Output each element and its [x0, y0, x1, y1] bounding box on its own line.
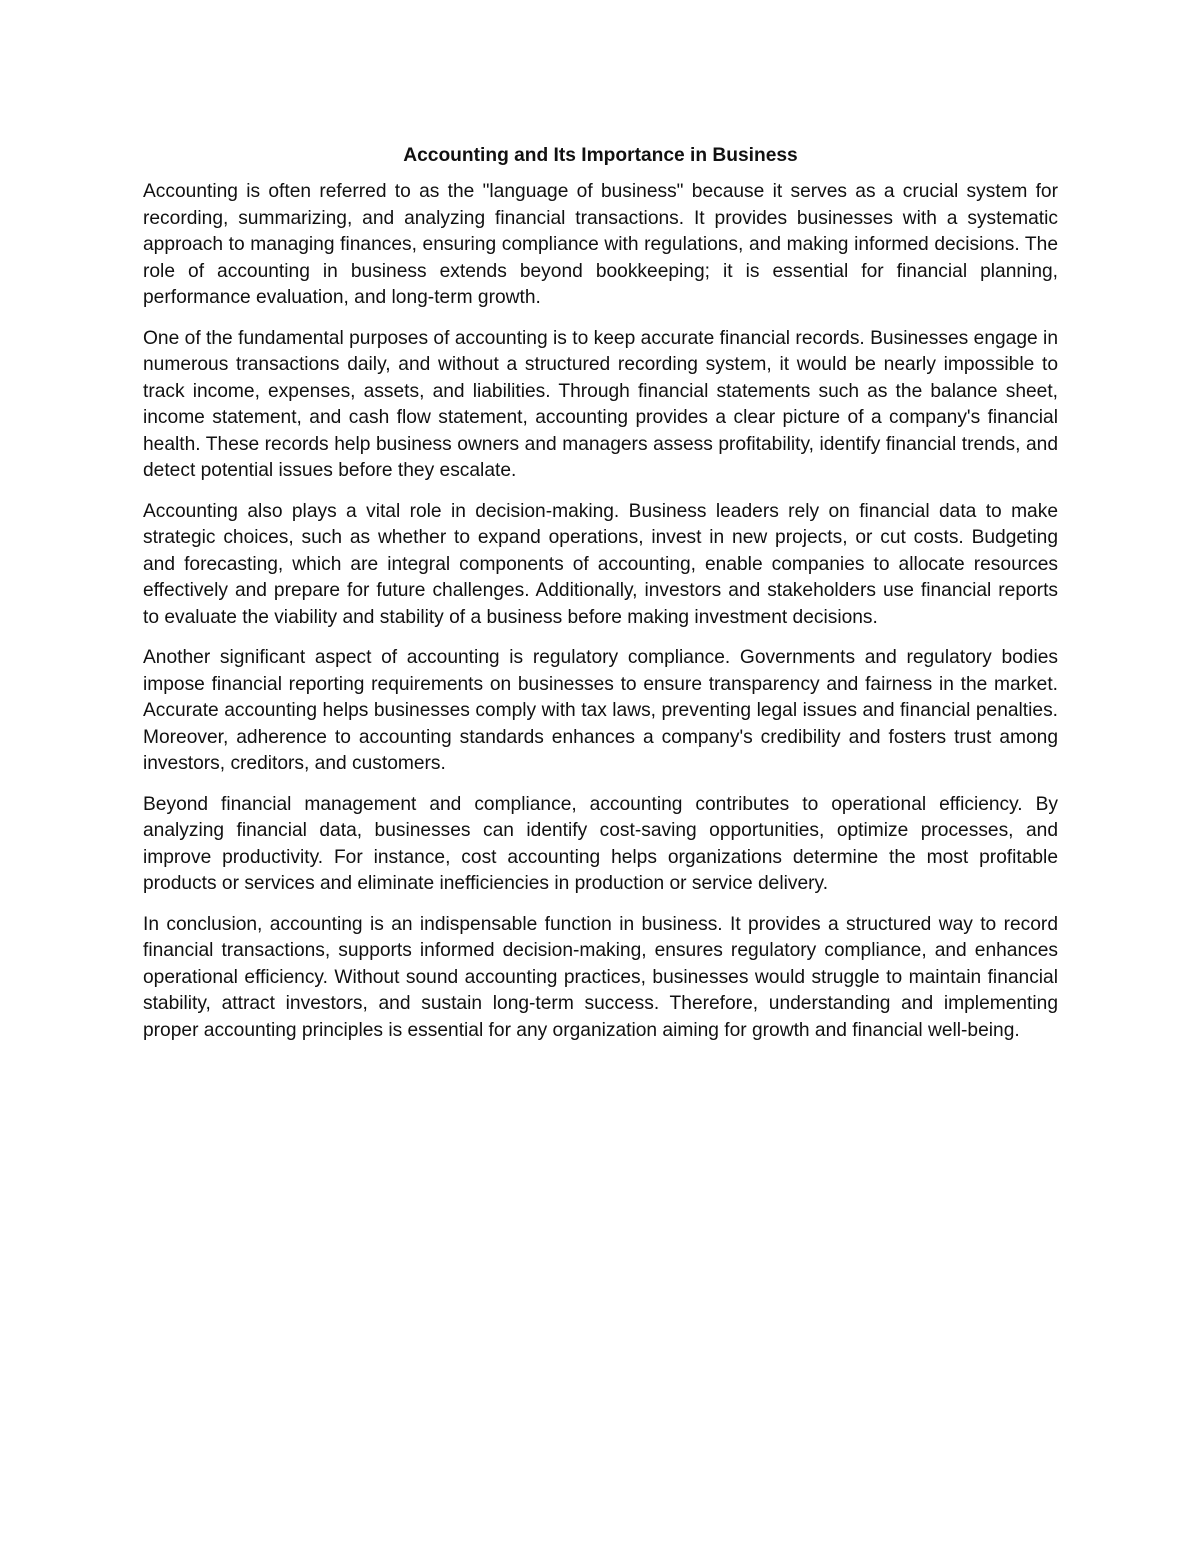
paragraph-operational-efficiency: Beyond financial management and compliance, accounting contributes to operational efficiency. By analyzing financial data, businesses can identify cost-saving opportunities, optimize processes, and improve productivity. For instance, cost accounting helps organizations determine the most profitable products or services and eliminate inefficiencies in production or service delivery.	[143, 793, 1058, 894]
paragraph-conclusion: In conclusion, accounting is an indispensable function in business. It provides a structured way to record financial transactions, supports informed decision-making, ensures regulatory compliance, and enhances operational efficiency. Without sound accounting practices, businesses would struggle to maintain financial stability, attract investors, and sustain long-term success. Therefore, understanding and implementing proper accounting principles is essential for any organization aiming for growth and financial well-being.	[143, 913, 1058, 1041]
paragraph-introduction: Accounting is often referred to as the "language of business" because it serves as a crucial system for recording, summarizing, and analyzing financial transactions. It provides businesses with a systematic approach to managing finances, ensuring compliance with regulations, and making informed decisions. The role of accounting in business extends beyond bookkeeping; it is essential for financial planning, performance evaluation, and long-term growth.	[143, 181, 1058, 308]
paragraph-decision-making: Accounting also plays a vital role in decision-making. Business leaders rely on financial data to make strategic choices, such as whether to expand operations, invest in new projects, or cut costs. Budgeting and forecasting, which are integral components of accounting, enable companies to allocate resources effectively and prepare for future challenges. Additionally, investors and stakeholders use financial reports to evaluate the viability and stability of a business before making investment decisions.	[143, 500, 1058, 628]
document-body	[143, 144, 1058, 1058]
paragraph-regulatory-compliance: Another significant aspect of accounting is regulatory compliance. Governments and regulatory bodies impose financial reporting requirements on businesses to ensure transparency and fairness in the market. Accurate accounting helps businesses comply with tax laws, preventing legal issues and financial penalties. Moreover, adherence to accounting standards enhances a company's credibility and fosters trust among investors, creditors, and customers.	[143, 647, 1058, 774]
document-title: Accounting and Its Importance in Business	[403, 145, 798, 166]
paragraph-financial-records: One of the fundamental purposes of accounting is to keep accurate financial records. Businesses engage in numerous transactions daily, and without a structured recording system, it would be nearly impossible to track income, expenses, assets, and liabilities. Through financial statements such as the balance sheet, income statement, and cash flow statement, accounting provides a clear picture of a company's financial health. These records help business owners and managers assess profitability, identify financial trends, and detect potential issues before they escalate.	[143, 327, 1058, 481]
